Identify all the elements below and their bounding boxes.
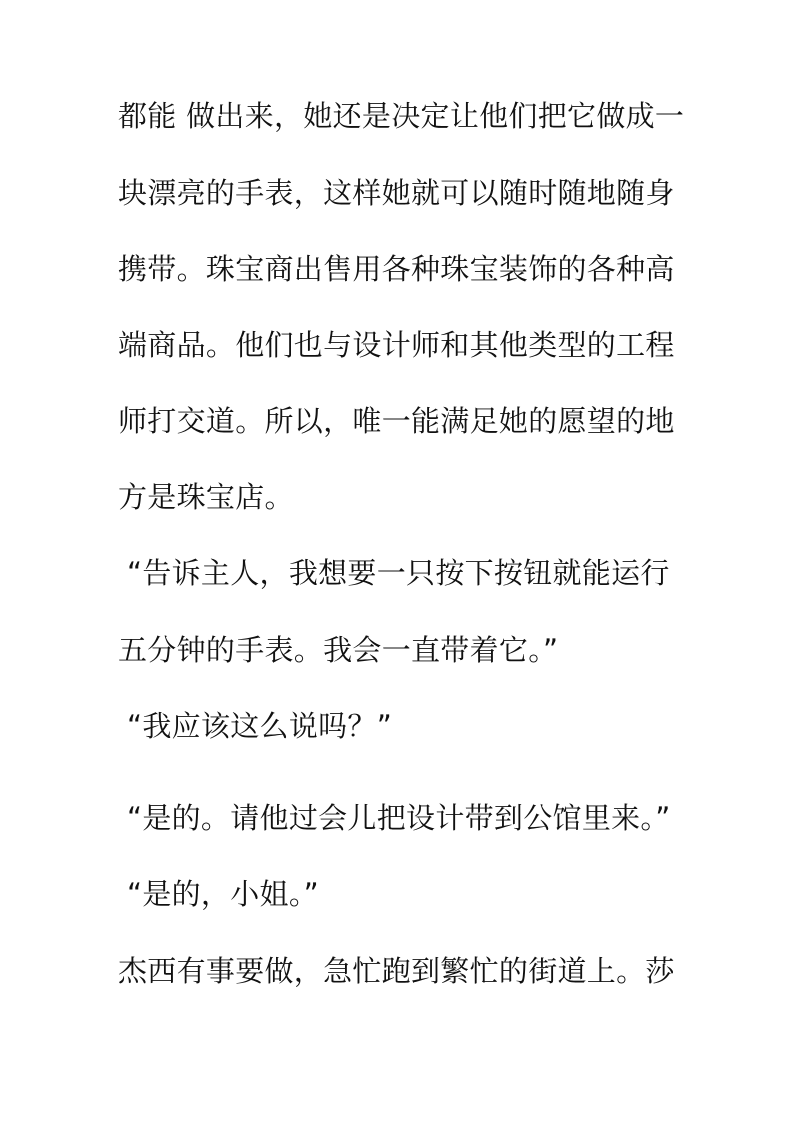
dialogue-line: “我应该这么说吗？” — [127, 709, 393, 743]
text-line: 端商品。他们也与设计师和其他类型的工程 — [118, 328, 675, 362]
dialogue-line: “告诉主人，我想要一只按下按钮就能运行 — [127, 556, 670, 590]
dialogue-line: “是的，小姐。” — [127, 877, 319, 911]
text-line: 师打交道。所以，唯一能满足她的愿望的地 — [118, 404, 675, 438]
text-line: 五分钟的手表。我会一直带着它。” — [118, 633, 559, 667]
text-line: 都能 做出来，她还是决定让他们把它做成一 — [118, 99, 685, 133]
dialogue-line: “是的。请他过会儿把设计带到公馆里来。” — [127, 801, 671, 835]
text-line: 携带。珠宝商出售用各种珠宝装饰的各种高 — [118, 252, 675, 286]
text-line: 块漂亮的手表，这样她就可以随时随地随身 — [118, 176, 675, 210]
text-line: 杰西有事要做，急忙跑到繁忙的街道上。莎 — [118, 954, 675, 988]
text-line: 方是珠宝店。 — [118, 480, 294, 514]
